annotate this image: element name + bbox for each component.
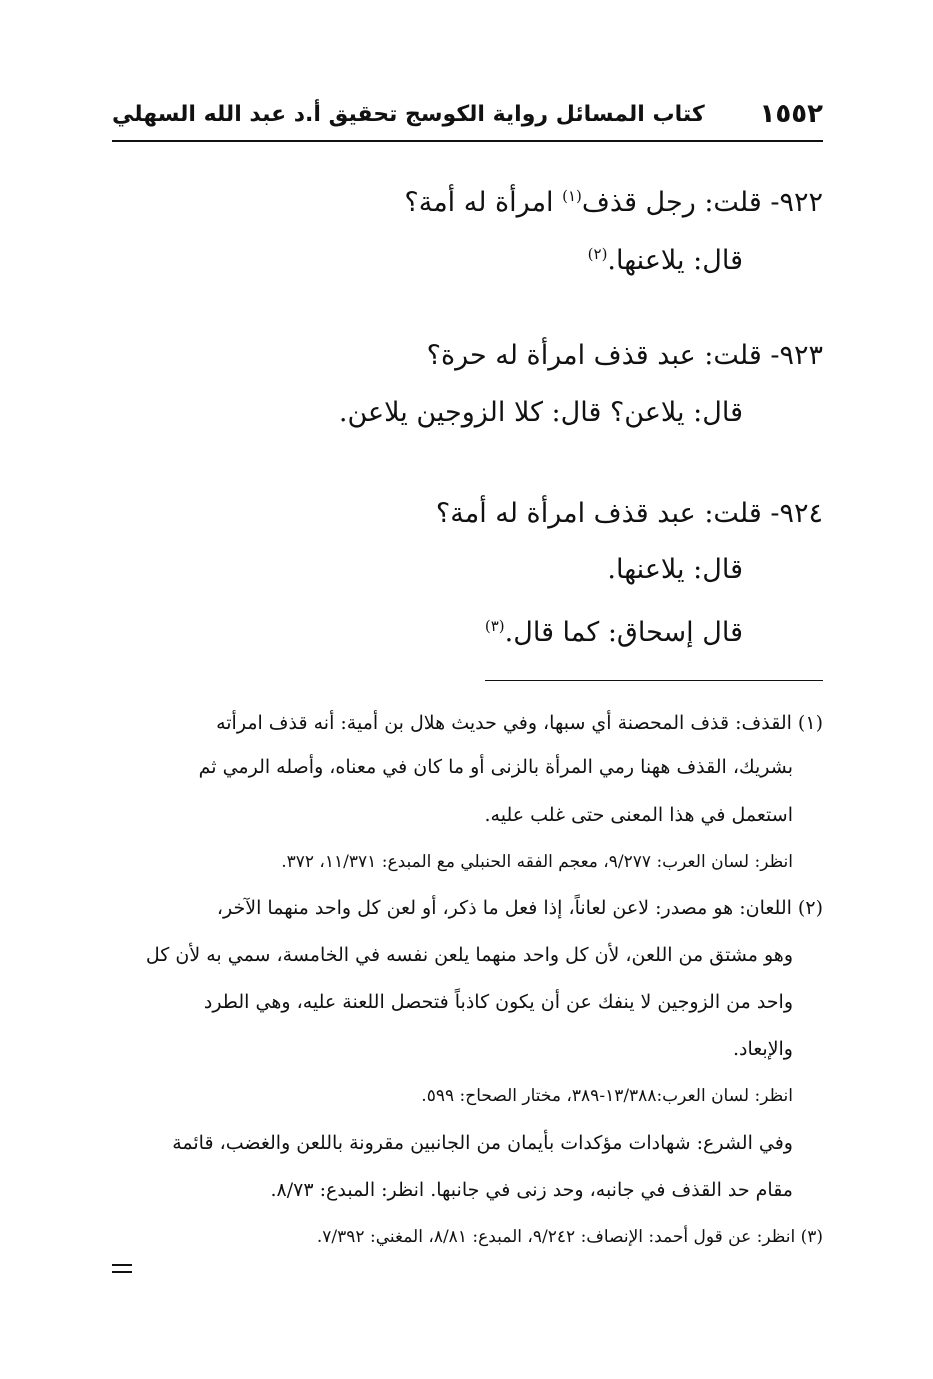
footnote-2-shar-line: مقام حد القذف في جانبه، وحد زنى في جانبها. انظر: المبدع: ٨/٧٣. <box>270 1179 793 1201</box>
footnote-2-line: والإبعاد. <box>732 1038 793 1060</box>
footnote-2-reference: انظر: لسان العرب:١٣/٣٨٨-٣٨٩، مختار الصحاح: ٥٩٩. <box>421 1086 793 1106</box>
continuation-mark <box>112 1264 132 1266</box>
footnote-2-line: وهو مشتق من اللعن، لأن كل واحد منهما يلعن نفسه في الخامسة، سمي به لأن كل <box>145 944 793 966</box>
header-divider <box>112 140 823 142</box>
question-text: ٩٢٢- قلت: رجل قذف <box>581 187 823 218</box>
page-number: ١٥٥٢ <box>759 99 823 129</box>
question-923: ٩٢٣- قلت: عبد قذف امرأة له حرة؟ <box>426 340 823 371</box>
footnote-2-shar-line: وفي الشرع: شهادات مؤكدات بأيمان من الجانبين مقرونة باللعن والغضب، قائمة <box>172 1132 793 1154</box>
footnote-marker: (٢) <box>587 245 608 263</box>
running-title: كتاب المسائل رواية الكوسج تحقيق أ.د عبد الله السهلي <box>112 101 705 127</box>
question-text-tail: امرأة له أمة؟ <box>404 187 563 218</box>
footnote-1-line: (١) القذف: قذف المحصنة أي سبها، وفي حديث هلال بن أمية: أنه قذف امرأته <box>216 712 823 734</box>
footnote-divider <box>485 680 823 681</box>
footnote-3: (٣) انظر: عن قول أحمد: الإنصاف: ٩/٢٤٢، المبدع: ٨/٨١، المغني: ٧/٣٩٢. <box>316 1227 823 1247</box>
question-924: ٩٢٤- قلت: عبد قذف امرأة له أمة؟ <box>435 498 823 529</box>
answer-text: قال إسحاق: كما قال. <box>504 617 743 648</box>
footnote-2-line: واحد من الزوجين لا ينفك عن أن يكون كاذباً فتحصل اللعنة عليه، وهي الطرد <box>203 991 793 1013</box>
footnote-marker: (١) <box>562 187 582 205</box>
footnote-marker: (٣) <box>484 617 505 635</box>
answer-924: قال: يلاعنها. <box>607 554 743 585</box>
footnote-1-reference: انظر: لسان العرب: ٩/٢٧٧، معجم الفقه الحنبلي مع المبدع: ١١/٣٧١، ٣٧٢. <box>281 852 793 872</box>
question-922 <box>404 176 823 223</box>
answer-924-ishaq <box>485 606 743 653</box>
footnote-2-line: (٢) اللعان: هو مصدر: لاعن لعاناً، إذا فعل ما ذكر، أو لعن كل واحد منهما الآخر، <box>216 897 823 919</box>
footnote-1-line: بشريك، القذف ههنا رمي المرأة بالزنى أو ما كان في معناه، وأصله الرمي ثم <box>198 756 793 778</box>
answer-922 <box>588 234 743 281</box>
page-header <box>112 92 823 136</box>
answer-923: قال: يلاعن؟ قال: كلا الزوجين يلاعن. <box>338 397 743 428</box>
footnote-1-line: استعمل في هذا المعنى حتى غلب عليه. <box>484 804 793 826</box>
answer-text: قال: يلاعنها. <box>607 245 743 276</box>
